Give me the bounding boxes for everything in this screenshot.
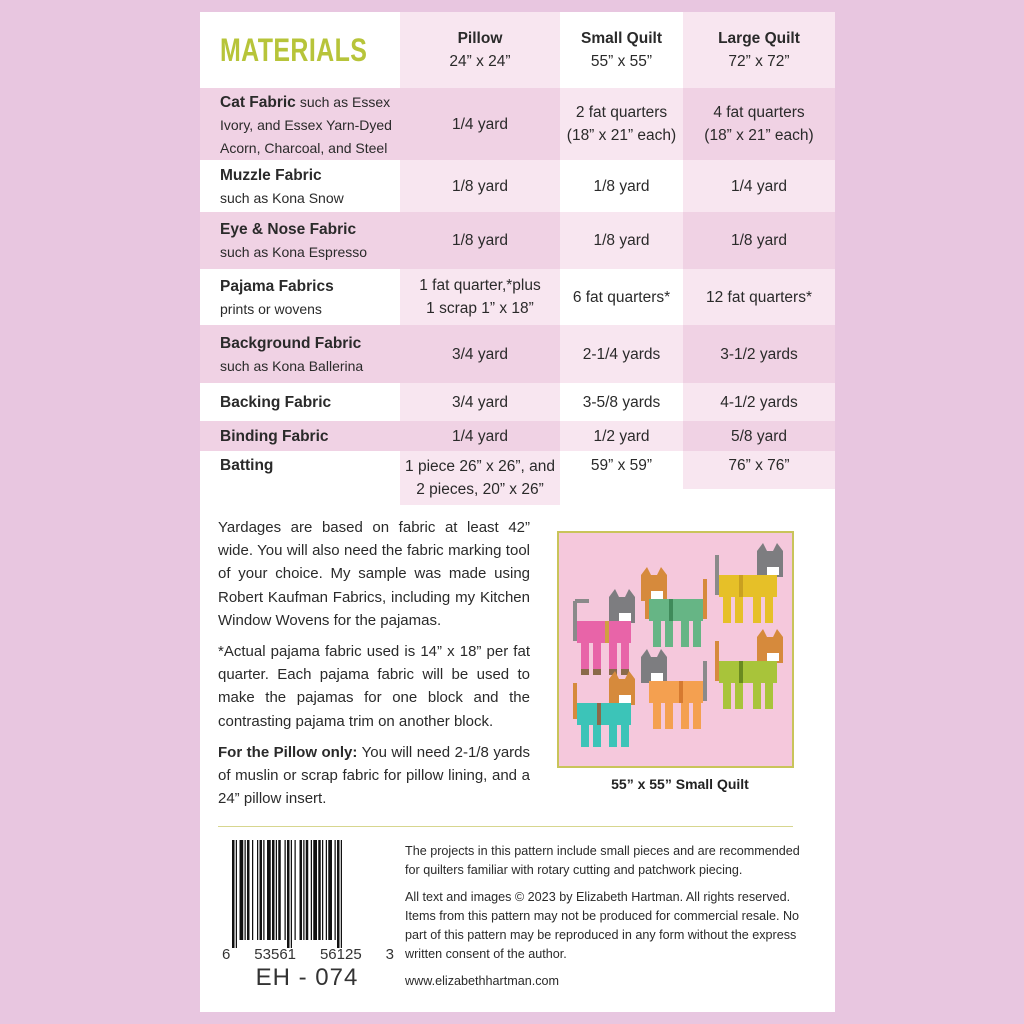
skill-note: The projects in this pattern include small pieces and are recommended for quilters familiar with rotary cutting and patchwork piecing. bbox=[405, 844, 800, 877]
website-link[interactable]: www.elizabethhartman.com bbox=[405, 974, 559, 988]
table-header bbox=[200, 12, 835, 88]
barcode-bar bbox=[276, 840, 277, 940]
table-row: Pajama Fabrics prints or wovens 1 fat quarter,*plus 1 scrap 1” x 18” 6 fat quarters* 12 fat quarters* bbox=[200, 269, 835, 325]
col-large-quilt: Large Quilt 72” x 72” bbox=[718, 30, 800, 70]
row-label: Backing Fabric bbox=[220, 393, 332, 411]
materials-title-cell bbox=[200, 12, 400, 88]
row-label: Cat Fabric such as Essex Ivory, and Essex Yarn-Dyed Acorn, Charcoal, and Steel bbox=[220, 94, 392, 156]
row-label: Binding Fabric bbox=[220, 427, 329, 445]
barcode-bar bbox=[272, 840, 275, 940]
row-label: Muzzle Fabric such as Kona Snow bbox=[220, 166, 344, 206]
barcode-bar bbox=[311, 840, 312, 940]
barcode-digits: 6 53561 56125 3 bbox=[222, 946, 394, 963]
note-pajama: *Actual pajama fabric used is 14” x 18” per fat quarter. Each pajama fabric will be used to make the pajamas for one block and the contrasting pajama trim on another block. bbox=[218, 643, 530, 730]
divider bbox=[218, 826, 793, 827]
table-row: Backing Fabric 3/4 yard 3-5/8 yards 4-1/2 yards bbox=[200, 383, 835, 421]
table-row: Muzzle Fabric such as Kona Snow 1/8 yard 1/8 yard 1/4 yard bbox=[200, 160, 835, 212]
barcode-bar bbox=[300, 840, 303, 940]
row-label: Batting bbox=[220, 457, 274, 474]
cats-quilt-illustration bbox=[559, 533, 792, 766]
row-label: Eye & Nose Fabric such as Kona Espresso bbox=[220, 221, 368, 260]
barcode-bar bbox=[263, 840, 264, 940]
barcode-bar bbox=[313, 840, 317, 940]
barcode-bar bbox=[295, 840, 296, 940]
table-row: Binding Fabric 1/4 yard 1/2 yard 5/8 yard bbox=[200, 421, 835, 451]
row-label: Background Fabric such as Kona Ballerina bbox=[220, 334, 364, 374]
barcode-bar bbox=[245, 840, 246, 940]
table-row: Background Fabric such as Kona Ballerina 3/4 yard 2-1/4 yards 3-1/2 yards bbox=[200, 325, 835, 383]
barcode-bar bbox=[278, 840, 281, 940]
quilt-caption: 55” x 55” Small Quilt bbox=[611, 776, 749, 792]
barcode-bar bbox=[303, 840, 304, 940]
table-row: Cat Fabric such as Essex Ivory, and Essex Yarn-Dyed Acorn, Charcoal, and Steel 1/4 yard 2 fat quarters (18” x 21” each) 4 fat quarters (18” x 21” each) bbox=[200, 88, 835, 160]
barcode-bar bbox=[337, 840, 340, 948]
barcode-bar bbox=[240, 840, 244, 940]
barcode-bar bbox=[232, 840, 235, 948]
barcode-bar bbox=[247, 840, 250, 940]
barcode-bar bbox=[285, 840, 286, 940]
barcode-bar bbox=[322, 840, 323, 940]
col-pillow: Pillow 24” x 24” bbox=[449, 30, 511, 70]
barcode-bar bbox=[236, 840, 237, 948]
product-code: EH - 074 bbox=[255, 964, 359, 991]
barcode-bar bbox=[287, 840, 290, 948]
barcode-bar bbox=[260, 840, 263, 940]
note-yardage: Yardages are based on fabric at least 42” wide. You will also need the fabric marking tool of your choice. My sample was made using Robert Kaufman Fabrics, including my Kitchen Window Wovens for the pajamas. bbox=[218, 519, 530, 629]
table-row: Batting 1 piece 26” x 26”, and 2 pieces, 20” x 26” 59” x 59” 76” x 76” bbox=[200, 451, 835, 505]
barcode-bar bbox=[252, 840, 253, 940]
barcode bbox=[232, 840, 380, 948]
barcode-bar bbox=[318, 840, 321, 940]
notes-text bbox=[218, 516, 530, 818]
barcode-bar bbox=[257, 840, 258, 940]
fine-print bbox=[405, 842, 805, 999]
quilt-photo bbox=[557, 531, 794, 768]
row-label: Pajama Fabrics prints or wovens bbox=[220, 277, 334, 317]
barcode-bar bbox=[306, 840, 309, 940]
barcode-bar bbox=[335, 840, 336, 940]
barcode-bar bbox=[291, 840, 292, 948]
barcode-bar bbox=[326, 840, 327, 940]
barcode-bar bbox=[341, 840, 342, 948]
copyright-note: All text and images © 2023 by Elizabeth Hartman. All rights reserved. Items from this pattern may not be produced for commercial resale. No part of this pattern may be reproduced in any form without the express written consent of the author. bbox=[405, 890, 800, 961]
barcode-bar bbox=[328, 840, 332, 940]
note-pillow: For the Pillow only: You will need 2-1/8 yards of muslin or scrap fabric for pillow lining, and a 24” pillow insert. bbox=[218, 743, 530, 808]
table-row: Eye & Nose Fabric such as Kona Espresso 1/8 yard 1/8 yard 1/8 yard bbox=[200, 212, 835, 269]
col-small-quilt: Small Quilt 55” x 55” bbox=[581, 30, 662, 70]
materials-title: MATERIALS bbox=[220, 31, 368, 68]
barcode-bar bbox=[267, 840, 271, 940]
